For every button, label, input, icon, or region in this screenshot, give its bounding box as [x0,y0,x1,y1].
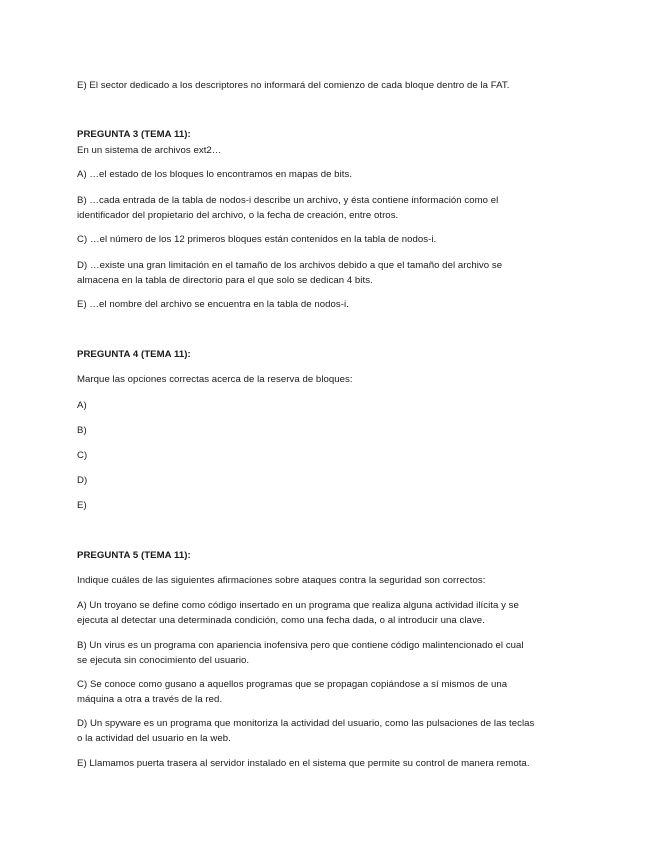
question-3-option-b-line-2: identificador del propietario del archivo, o la fecha de creación, entre otros. [77,210,399,221]
question-5-option-c-line-1: C) Se conoce como gusano a aquellos programas que se propagan copiándose a sí mismos de una [77,679,508,690]
question-3-intro: En un sistema de archivos ext2… [77,145,222,156]
question-2-option-e: E) El sector dedicado a los descriptores no informará del comienzo de cada bloque dentro de la FAT. [77,80,510,91]
question-5-option-b-line-2: se ejecuta sin conocimiento del usuario. [77,655,250,666]
question-5-intro: Indique cuáles de las siguientes afirmaciones sobre ataques contra la seguridad son correctos: [77,575,486,586]
question-3-heading: PREGUNTA 3 (TEMA 11): [77,129,191,140]
question-4-option-c: C) [77,450,88,461]
question-3-option-b-line-1: B) …cada entrada de la tabla de nodos-i describe un archivo, y ésta contiene información como el [77,195,499,206]
question-4-option-d: D) [77,475,88,486]
question-5-option-d-line-2: o la actividad del usuario en la web. [77,733,231,744]
question-5-option-b-line-1: B) Un virus es un programa con apariencia inofensiva pero que contiene código malintencionado el cual [77,640,524,651]
question-3-option-c: C) …el número de los 12 primeros bloques están contenidos en la tabla de nodos-i. [77,234,437,245]
question-4-option-a: A) [77,400,87,411]
question-5-option-a-line-1: A) Un troyano se define como código insertado en un programa que realiza alguna actividad ilícita y se [77,600,519,611]
question-3-option-a: A) …el estado de los bloques lo encontramos en mapas de bits. [77,169,353,180]
question-5-option-e: E) Llamamos puerta trasera al servidor instalado en el sistema que permite su control de manera remota. [77,758,530,769]
question-5-option-a-line-2: ejecuta al detectar una determinada condición, como una fecha dada, o al introducir una clave. [77,615,485,626]
question-5-option-c-line-2: máquina a otra a través de la red. [77,694,223,705]
question-4-option-b: B) [77,425,87,436]
question-3-option-d-line-2: almacena en la tabla de directorio para el que solo se dedican 4 bits. [77,275,373,286]
question-4-option-e: E) [77,500,87,511]
question-5-heading: PREGUNTA 5 (TEMA 11): [77,550,191,561]
question-3-option-e: E) …el nombre del archivo se encuentra en la tabla de nodos-i. [77,299,349,310]
question-4-intro: Marque las opciones correctas acerca de la reserva de bloques: [77,374,353,385]
question-3-option-d-line-1: D) …existe una gran limitación en el tamaño de los archivos debido a que el tamaño del archivo se [77,260,503,271]
question-5-option-d-line-1: D) Un spyware es un programa que monitoriza la actividad del usuario, como las pulsaciones de las teclas [77,718,535,729]
question-4-heading: PREGUNTA 4 (TEMA 11): [77,349,191,360]
